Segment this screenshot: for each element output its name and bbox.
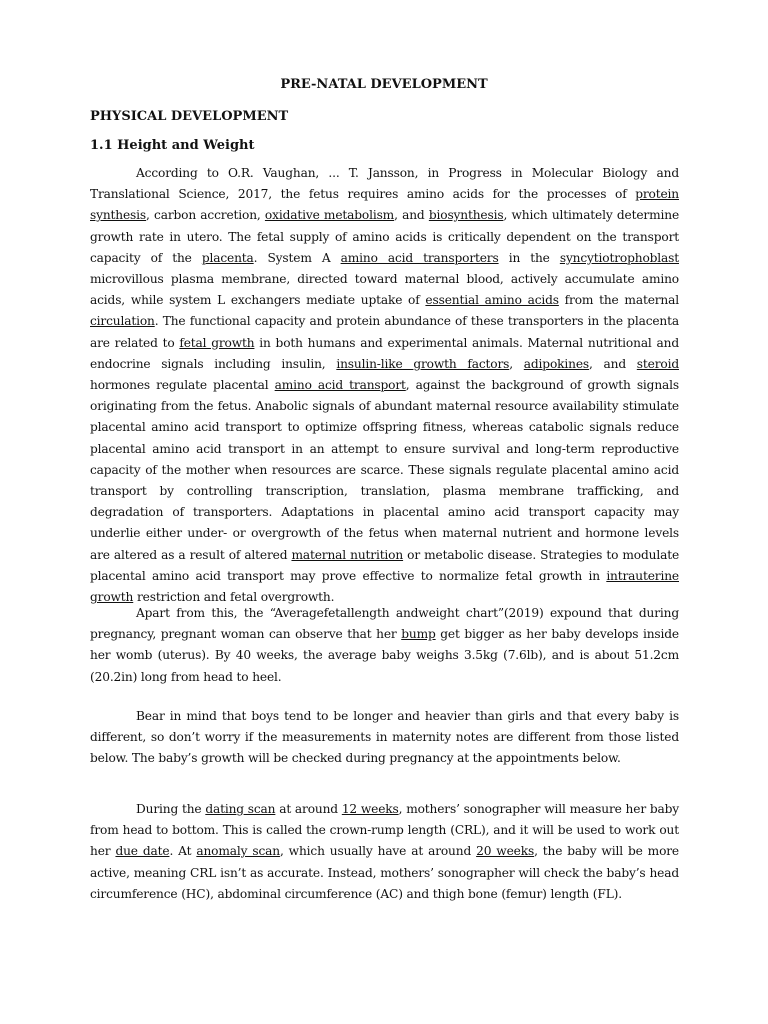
link-anomaly-scan[interactable]: anomaly scan bbox=[196, 844, 280, 859]
link-oxidative-metabolism[interactable]: oxidative metabolism bbox=[264, 208, 395, 223]
link-essential-amino-acids[interactable]: essential amino acids bbox=[425, 293, 559, 308]
link-insulin-like-growth-factors[interactable]: insulin-like growth factors bbox=[336, 356, 510, 371]
link-fetal-growth[interactable]: fetal growth bbox=[179, 335, 255, 350]
link-biosynthesis[interactable]: biosynthesis bbox=[428, 208, 504, 223]
paragraph-2: Apart from this, the “Averagefetallength andweight chart”(2019) expound that during pregnancy, pregnant woman can observe that her bump get bigger as her baby develops inside her womb (uterus). By 40 weeks, the average baby weighs 3.5kg (7.6lb), and is about 51.2cm (20.2in) long from head to heel. bbox=[90, 606, 679, 684]
link-steroid[interactable]: steroid bbox=[636, 356, 679, 371]
link-syncytiotrophoblast[interactable]: syncytiotrophoblast bbox=[559, 250, 679, 265]
paragraph-1: According to O.R. Vaughan, ... T. Jansson, in Progress in Molecular Biology and Translational Science, 2017, the fetus requires amino acids for the processes of protein synthesis, carbon accretion, oxidative metabolism, and biosynthesis, which ultimately determine growth rate in utero. The fetal supply of amino acids is critically dependent on the transport capacity of the placenta. System A amino acid transporters in the syncytiotrophoblast microvillous plasma membrane, directed toward maternal blood, actively accumulate amino acids, while system L exchangers mediate uptake of essential amino acids from the maternal circulation. The functional capacity and protein abundance of these transporters in the placenta are related to fetal growth in both humans and experimental animals. Maternal nutritional and endocrine signals including insulin, insulin-like growth factors, adipokines, and steroid hormones regulate placental amino acid transport, against the background of growth signals originating from the fetus. Anabolic signals of abundant maternal resource availability stimulate placental amino acid transport to optimize offspring fitness, whereas catabolic signals reduce placental amino acid transport in an attempt to ensure survival and long-term reproductive capacity of the mother when resources are scarce. These signals regulate placental amino acid transport by controlling transcription, translation, plasma membrane trafficking, and degradation of transporters. Adaptations in placental amino acid transport capacity may underlie either under- or overgrowth of the fetus when maternal nutrient and hormone levels are altered as a result of altered maternal nutrition or metabolic disease. Strategies to modulate placental amino acid transport may prove effective to normalize fetal growth in intrauterine growth restriction and fetal overgrowth. bbox=[90, 166, 680, 605]
link-12-weeks[interactable]: 12 weeks bbox=[341, 802, 399, 816]
subsection-heading: 1.1 Height and Weight bbox=[90, 138, 255, 153]
link-amino-acid-transport[interactable]: amino acid transport bbox=[274, 378, 406, 393]
link-circulation[interactable]: circulation bbox=[90, 314, 155, 329]
link-bump[interactable]: bump bbox=[401, 627, 436, 642]
paragraph-3: Bear in mind that boys tend to be longer and heavier than girls and that every baby is different, so don’t worry if the measurements in maternity notes are different from those listed below. The baby’s growth will be checked during pregnancy at the appointments below. bbox=[90, 709, 679, 766]
link-maternal-nutrition[interactable]: maternal nutrition bbox=[291, 547, 404, 562]
page-title: PRE-NATAL DEVELOPMENT bbox=[280, 77, 488, 92]
section-heading: PHYSICAL DEVELOPMENT bbox=[90, 109, 289, 124]
link-intrauterine-growth[interactable]: intrauterine growth bbox=[90, 568, 679, 605]
link-dating-scan[interactable]: dating scan bbox=[205, 802, 276, 816]
paragraph-4: During the dating scan at around 12 weeks, mothers’ sonographer will measure her baby from head to bottom. This is called the crown-rump length (CRL), and it will be used to work out her due date. At anomaly scan, which usually have at around 20 weeks, the baby will be more active, meaning CRL isn’t as accurate. Instead, mothers’ sonographer will check the baby’s head circumference (HC), abdominal circumference (AC) and thigh bone (femur) length (FL). bbox=[90, 802, 679, 901]
link-due-date[interactable]: due date bbox=[115, 844, 170, 859]
link-protein-synthesis[interactable]: protein synthesis bbox=[90, 187, 679, 223]
link-placenta[interactable]: placenta bbox=[201, 250, 254, 265]
link-adipokines[interactable]: adipokines bbox=[523, 356, 589, 371]
link-amino-acid-transporters[interactable]: amino acid transporters bbox=[340, 250, 499, 265]
link-20-weeks[interactable]: 20 weeks bbox=[476, 844, 535, 859]
